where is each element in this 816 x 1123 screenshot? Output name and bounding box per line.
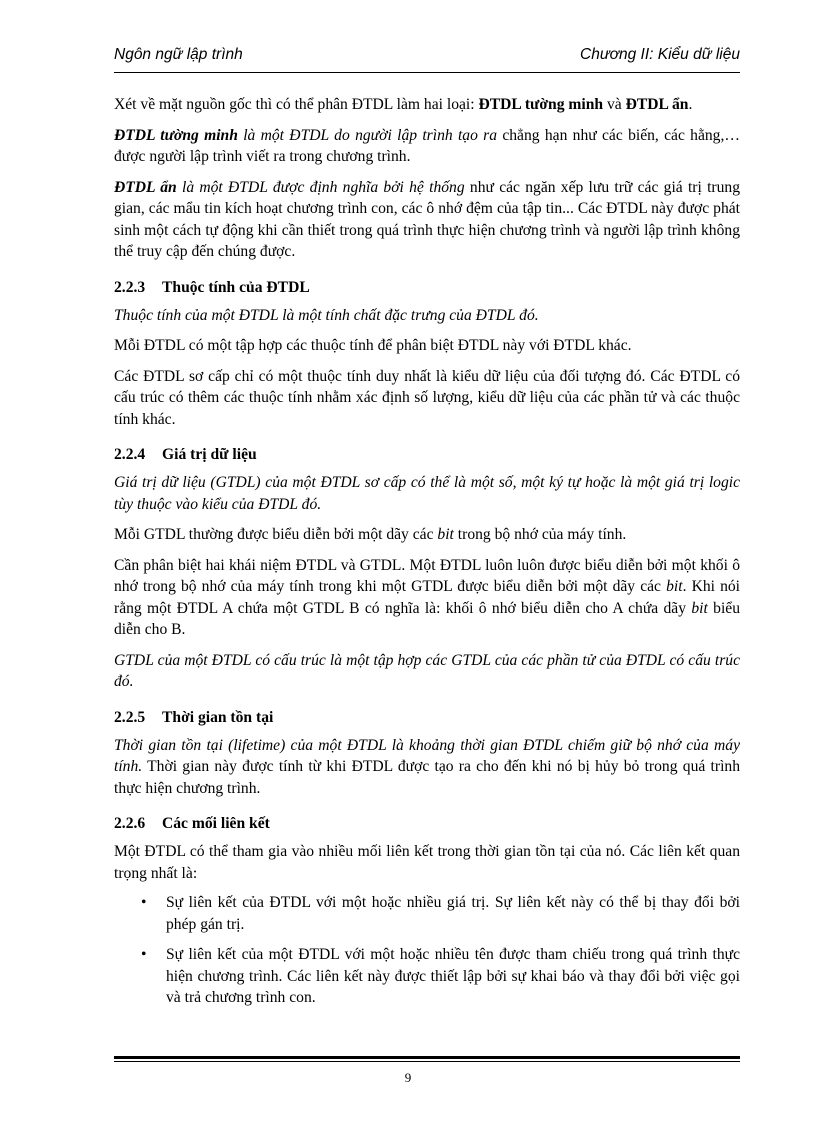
list-item: • Sự liên kết của một ĐTDL với một hoặc nhiều tên được tham chiếu trong quá trình thực hiện chương trình. Các liên kết này được thiết lập bởi sự khai báo và thay đổi bởi việc gọi và trả chương trình con. xyxy=(141,946,740,1006)
definition-data-value: Giá trị dữ liệu (GTDL) của một ĐTDL sơ cấp có thể là một số, một ký tự hoặc là một giá trị logic tùy thuộc vào kiểu của ĐTDL đó. xyxy=(114,474,740,513)
section-heading-2-2-5: 2.2.5 Thời gian tồn tại xyxy=(114,708,274,726)
running-header xyxy=(114,46,740,64)
section-heading-2-2-6: 2.2.6 Các mối liên kết xyxy=(114,815,270,832)
header-book-title: Ngôn ngữ lập trình xyxy=(114,46,243,63)
definition-attributes: Thuộc tính của một ĐTDL là một tính chất đặc trưng của ĐTDL đó. xyxy=(114,306,539,324)
section-heading-2-2-4: 2.2.4 Giá trị dữ liệu xyxy=(114,446,257,463)
header-chapter-title: Chương II: Kiểu dữ liệu xyxy=(580,46,740,63)
bindings-list xyxy=(114,892,740,1009)
paragraph-data-value-2: Cần phân biệt hai khái niệm ĐTDL và GTDL. Một ĐTDL luôn luôn được biểu diễn bởi một khối ô nhớ trong bộ nhớ của máy tính trong khi một GTDL được biểu diễn bởi một dãy các bit. Khi nói rằng một ĐTDL A chứa một GTDL B có nghĩa là: khối ô nhớ biểu diễn cho A chứa dãy bit biểu diễn cho B. xyxy=(114,556,741,638)
paragraph-data-value-1: Mỗi GTDL thường được biểu diễn bởi một dãy các bit trong bộ nhớ của máy tính. xyxy=(114,526,627,543)
page-number: 9 xyxy=(404,1070,412,1085)
paragraph-attributes-1: Mỗi ĐTDL có một tập hợp các thuộc tính để phân biệt ĐTDL này với ĐTDL khác. xyxy=(114,337,632,354)
list-item: • Sự liên kết của ĐTDL với một hoặc nhiều giá trị. Sự liên kết này có thể bị thay đổi bởi phép gán trị. xyxy=(141,894,740,933)
footer-rule xyxy=(114,1056,740,1062)
paragraph-attributes-2: Các ĐTDL sơ cấp chỉ có một thuộc tính duy nhất là kiểu dữ liệu của đối tượng đó. Các ĐTDL có cấu trúc có thêm các thuộc tính nhằm xác định số lượng, kiểu dữ liệu của các phần tử và các thuộc tính khác. xyxy=(114,367,740,428)
paragraph-bindings: Một ĐTDL có thể tham gia vào nhiều mối liên kết trong thời gian tồn tại của nó. Các liên kết quan trọng nhất là: xyxy=(114,843,740,882)
intro-paragraph-3: ĐTDL ẩn là một ĐTDL được định nghĩa bởi hệ thống như các ngăn xếp lưu trữ các giá trị trung gian, các mẩu tin kích hoạt chương trình con, các ô nhớ đệm của tập tin... Các ĐTDL này được phát sinh một cách tự động khi cần thiết trong quá trình thực hiện chương trình và người lập trình không thể truy cập đến chúng được. xyxy=(114,178,740,260)
intro-paragraph-2: ĐTDL tường minh là một ĐTDL do người lập trình tạo ra chẳng hạn như các biến, các hằng,… được người lập trình viết ra trong chương trình. xyxy=(114,126,740,165)
bullet-icon: • xyxy=(141,946,147,963)
header-rule xyxy=(114,72,740,73)
paragraph-data-value-3: GTDL của một ĐTDL có cấu trúc là một tập hợp các GTDL của các phần tử của ĐTDL có cấu trúc đó. xyxy=(114,651,740,690)
section-heading-2-2-3: 2.2.3 Thuộc tính của ĐTDL xyxy=(114,278,310,296)
intro-paragraph-1: Xét về mặt nguồn gốc thì có thể phân ĐTDL làm hai loại: ĐTDL tường minh và ĐTDL ẩn. xyxy=(114,96,693,113)
bullet-icon: • xyxy=(141,894,147,911)
page-body xyxy=(114,94,740,1018)
definition-lifetime: Thời gian tồn tại (lifetime) của một ĐTDL là khoảng thời gian ĐTDL chiếm giữ bộ nhớ của máy tính. Thời gian này được tính từ khi ĐTDL được tạo ra cho đến khi nó bị hủy bỏ trong quá trình thực hiện chương trình. xyxy=(114,736,740,797)
